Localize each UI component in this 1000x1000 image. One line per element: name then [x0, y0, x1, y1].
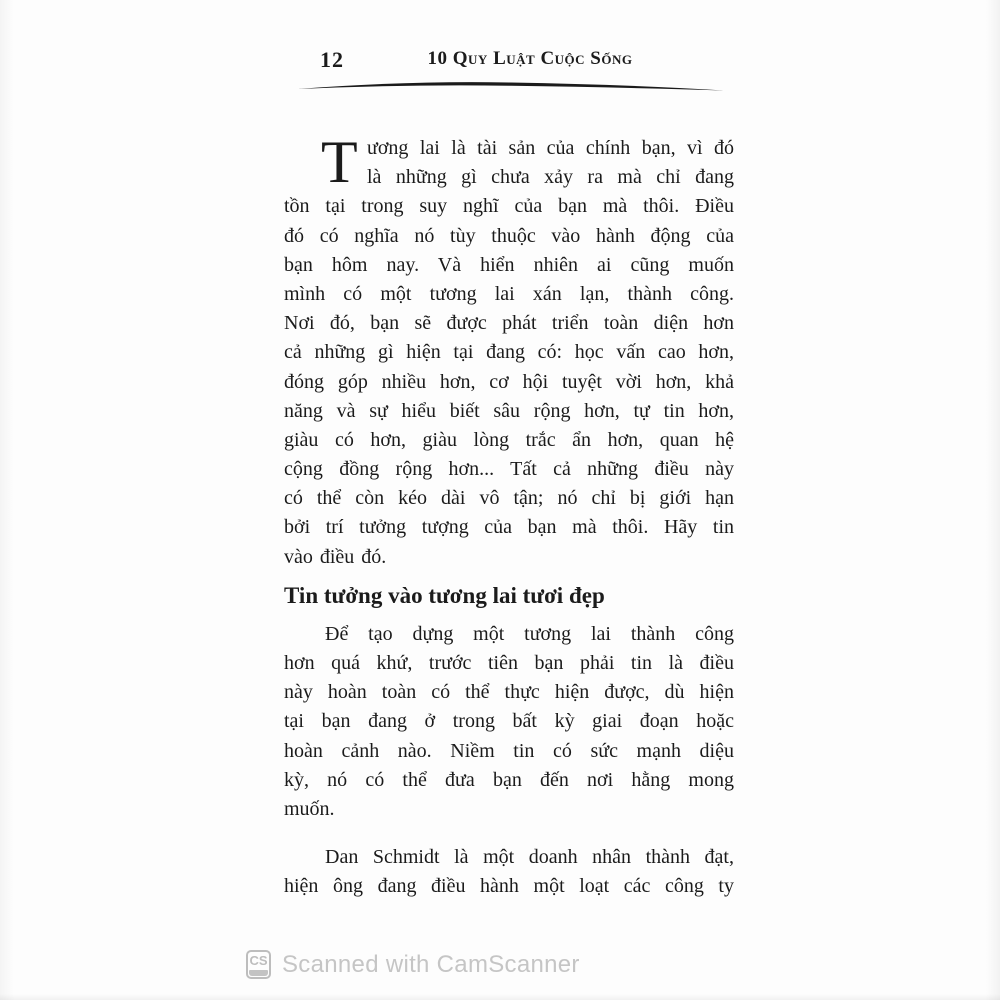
camscanner-logo-band [249, 970, 268, 976]
text-line: cả những gì hiện tại đang có: học vấn cao hơn, [284, 341, 734, 364]
text-line: Dan Schmidt là một doanh nhân thành đạt, [325, 846, 734, 869]
text-line: hơn quá khứ, trước tiên bạn phải tin là điều [284, 652, 734, 674]
text-line: đó có nghĩa nó tùy thuộc vào hành động của [284, 224, 734, 247]
scan-edge-shade [0, 994, 1000, 1000]
body-text-column [284, 129, 734, 902]
text-line: bởi trí tưởng tượng của bạn mà thôi. Hãy tin [284, 516, 734, 539]
text-line: Để tạo dựng một tương lai thành công [325, 622, 734, 645]
camscanner-logo-text: CS [249, 953, 268, 968]
text-line: kỳ, nó có thể đưa bạn đến nơi hằng mong [284, 768, 734, 791]
text-line: giàu có hơn, giàu lòng trắc ẩn hơn, quan hệ [284, 428, 734, 451]
text-line: Nơi đó, bạn sẽ được phát triển toàn diện hơn [284, 312, 734, 335]
page-number: 12 [320, 47, 344, 72]
text-line: ương lai là tài sản của chính bạn, vì đó [367, 137, 734, 159]
paragraph [284, 129, 734, 572]
paragraph [284, 843, 734, 901]
text-line: hoàn cảnh nào. Niềm tin có sức mạnh diệu [284, 739, 734, 762]
text-line: tại bạn đang ở trong bất kỳ giai đoạn hoặc [284, 710, 734, 733]
header-rule-flourish [298, 79, 724, 95]
text-line: muốn. [284, 797, 335, 820]
section-heading: Tin tưởng vào tương lai tươi đẹp [284, 582, 605, 608]
text-line: đóng góp nhiều hơn, cơ hội tuyệt vời hơn, khả [284, 370, 734, 393]
text-line: này hoàn toàn có thể thực hiện được, dù hiện [284, 681, 734, 704]
camscanner-watermark [246, 950, 580, 979]
watermark-text: Scanned with CamScanner [282, 950, 580, 978]
camscanner-logo-icon [246, 950, 271, 979]
text-line: là những gì chưa xảy ra mà chỉ đang [367, 166, 734, 189]
text-line: năng và sự hiểu biết sâu rộng hơn, tự tin hơn, [284, 399, 734, 422]
text-line: bạn hôm nay. Và hiển nhiên ai cũng muốn [284, 253, 734, 276]
text-line: có thể còn kéo dài vô tận; nó chỉ bị giới hạn [284, 487, 734, 510]
paragraph [284, 620, 734, 824]
text-line: tồn tại trong suy nghĩ của bạn mà thôi. Điều [284, 195, 734, 218]
drop-cap: T [321, 129, 358, 195]
text-line: hiện ông đang điều hành một loạt các công ty [284, 875, 734, 898]
text-line: vào điều đó. [284, 545, 387, 568]
text-line: mình có một tương lai xán lạn, thành công. [284, 282, 734, 305]
text-line: cộng đồng rộng hơn... Tất cả những điều này [284, 458, 734, 481]
running-title: 10 Quy Luật Cuộc Sống [427, 48, 633, 69]
